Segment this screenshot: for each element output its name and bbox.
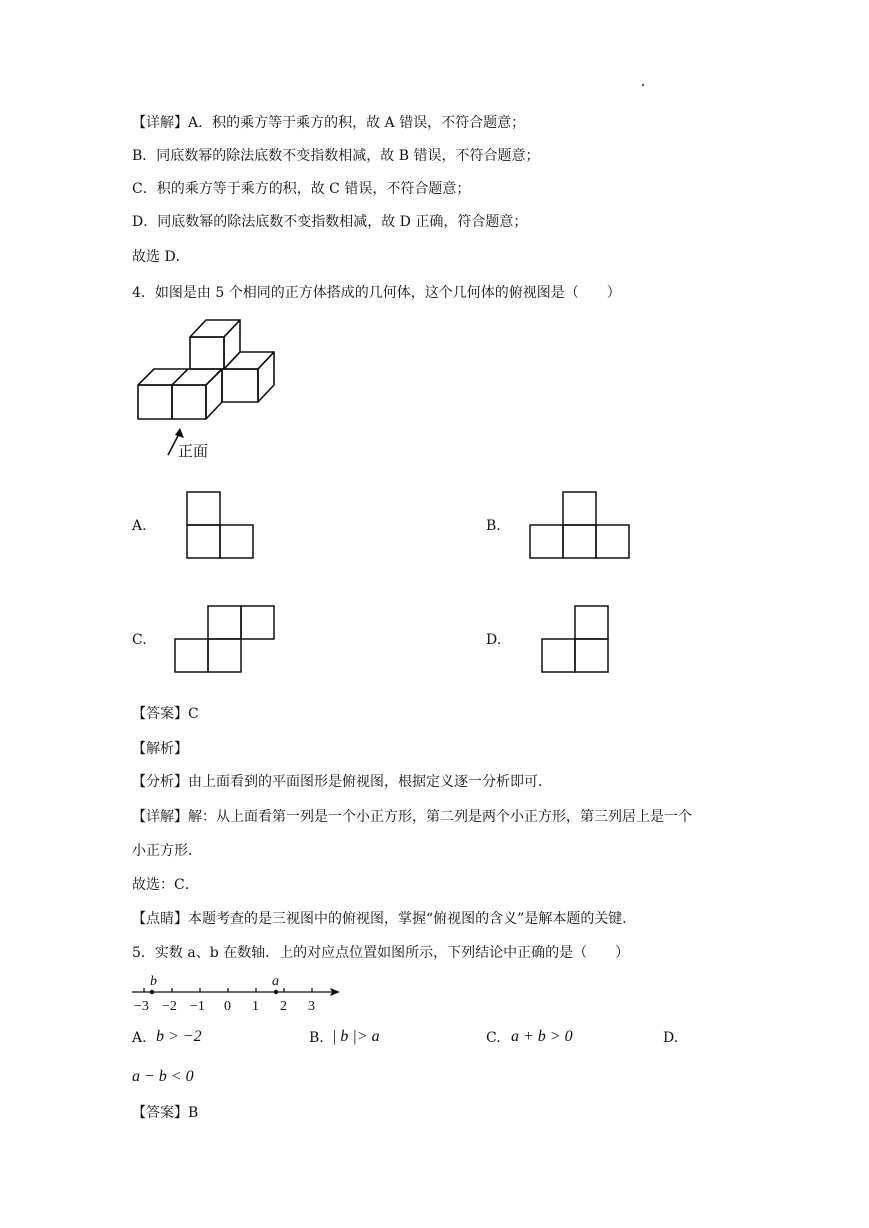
- choice-line: 故选 D．: [132, 249, 190, 265]
- q5-option-a-expr: b > −2: [156, 1028, 202, 1045]
- detail-line-a: 【详解】A．积的乘方等于乘方的积，故 A 错误，不符合题意；: [132, 115, 526, 131]
- point-b-label: b: [150, 974, 157, 989]
- q5-option-d-label: D.: [663, 1030, 679, 1046]
- answer-5: 【答案】B: [132, 1105, 199, 1121]
- tick-label: −1: [190, 999, 205, 1014]
- option-c-figure: [173, 604, 279, 676]
- question-4: 4．如图是由 5 个相同的正方体搭成的几何体，这个几何体的俯视图是（ ）: [132, 285, 621, 301]
- dianjing-4: 【点睛】本题考查的是三视图中的俯视图，掌握“俯视图的含义”是解本题的关键．: [132, 911, 637, 927]
- fenxi-4: 【分析】由上面看到的平面图形是俯视图，根据定义逐一分析即可．: [132, 774, 552, 790]
- point-a-label: a: [272, 974, 279, 989]
- point-b-dot: [150, 990, 154, 994]
- tick-label: 3: [308, 999, 315, 1014]
- question-5: 5．实数 a、b 在数轴．上的对应点位置如图所示，下列结论中正确的是（ ）: [132, 945, 630, 961]
- q5-option-d-expr: a − b < 0: [132, 1068, 194, 1085]
- tick-label: 1: [252, 999, 259, 1014]
- q5-option-b-expr: | b |> a: [332, 1028, 380, 1045]
- q5-option-b-label: B.: [309, 1030, 324, 1046]
- q5-option-a-label: A.: [132, 1030, 147, 1046]
- tick-label: −2: [162, 999, 177, 1014]
- detail-line-b: B．同底数幂的除法底数不变指数相减，故 B 错误，不符合题意；: [132, 148, 540, 164]
- option-a-label: A.: [132, 518, 147, 534]
- scan-dot: [642, 84, 644, 86]
- option-d-figure: [540, 604, 612, 676]
- xiangjie-4-line2: 小正方形．: [132, 843, 202, 859]
- option-b-figure: [528, 490, 634, 562]
- option-a-figure: [185, 490, 257, 562]
- tick-label: 0: [224, 999, 231, 1014]
- detail-line-c: C．积的乘方等于乘方的积，故 C 错误，不符合题意；: [132, 181, 471, 197]
- q5-option-c-expr: a + b > 0: [511, 1028, 573, 1045]
- number-line: [128, 970, 348, 1018]
- q5-option-c-label: C.: [486, 1030, 501, 1046]
- detail-line-d: D．同底数幂的除法底数不变指数相减，故 D 正确，符合题意；: [132, 214, 528, 230]
- front-label: 正面: [178, 442, 209, 460]
- analysis-4: 【解析】: [132, 741, 188, 757]
- point-a-dot: [274, 990, 278, 994]
- tick-label: −3: [134, 999, 149, 1014]
- option-c-label: C.: [132, 632, 147, 648]
- option-d-label: D.: [486, 632, 502, 648]
- cube-figure: [130, 315, 290, 465]
- choose-4: 故选：C．: [132, 877, 199, 893]
- tick-label: 2: [280, 999, 287, 1014]
- option-b-label: B.: [486, 518, 501, 534]
- xiangjie-4-line1: 【详解】解：从上面看第一列是一个小正方形，第二列是两个小正方形，第三列居上是一个: [132, 809, 692, 825]
- answer-4: 【答案】C: [132, 706, 199, 722]
